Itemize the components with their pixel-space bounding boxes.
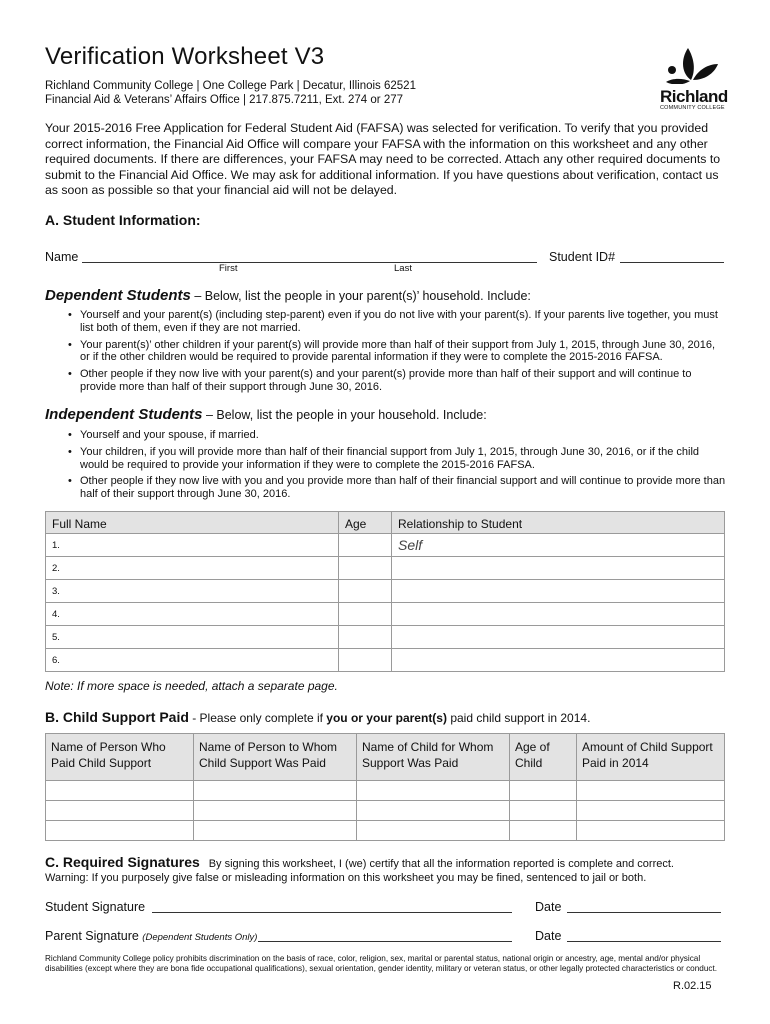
list-item: • Yourself and your parent(s) (including step-parent) even if you do not live with your parent(s). If your parents live together, you must list both of them, even if they are not married. [66,309,726,335]
col-age: Age [339,512,392,534]
independent-bullets [66,429,726,505]
age-cell[interactable] [339,603,392,626]
row-number[interactable]: 5. [46,626,339,649]
table-row [46,603,725,626]
first-name-caption: First [219,263,238,274]
note-text: Note: If more space is needed, attach a separate page. [45,679,338,693]
col-child: Name of Child for Whom Support Was Paid [357,734,510,781]
cell[interactable] [194,781,357,801]
last-name-caption: Last [394,263,412,274]
relationship-cell[interactable]: Self [392,534,725,557]
row-number[interactable]: 6. [46,649,339,672]
col-full-name: Full Name [46,512,339,534]
student-date-field[interactable] [567,912,721,913]
name-label: Name [45,250,79,264]
list-item: • Your children, if you will provide more than half of their financial support from July 1, 2015, through June 30, 2016, or if the child would be required to provide your information if they were to complete the 2015-2016 FAFSA. [66,446,726,472]
nondiscrimination-policy: Richland Community College policy prohibits discrimination on the basis of race, color, religion, sex, marital or parental status, national origin or ancestry, age, mental and/or physical disabilities (except where they are bona fide occupational qualifications), sexual orientation, gender identity, military or veteran status, or other legally protected characteristics or conduct. [45,954,718,974]
cell[interactable] [510,821,577,841]
table-row [46,580,725,603]
age-cell[interactable] [339,580,392,603]
logo-wordmark: Richland [660,87,728,106]
section-c-heading [45,854,674,872]
section-c-title: C. Required Signatures [45,854,200,870]
office-line: Financial Aid & Veterans’ Affairs Office | 217.875.7211, Ext. 274 or 277 [45,94,404,106]
relationship-cell[interactable] [392,557,725,580]
section-b-bold: you or your parent(s) [326,711,447,725]
list-item: • Other people if they now live with your parent(s) and your parent(s) provide more than half of their support and will continue to provide more than half of their support through June 30, 2016. [66,368,726,394]
name-field[interactable] [82,262,537,263]
cell[interactable] [46,801,194,821]
table-row [46,534,725,557]
dependent-heading [45,287,531,304]
list-item: • Other people if they now live with you and you provide more than half of their financial support and will continue to provide more than half of their support through June 30, 2016. [66,475,726,501]
cell[interactable] [46,781,194,801]
section-a-heading: A. Student Information: [45,212,201,228]
student-signature-label: Student Signature [45,900,146,914]
table-row [46,626,725,649]
age-cell[interactable] [339,557,392,580]
cell[interactable] [194,821,357,841]
parent-signature-field[interactable] [258,941,512,942]
leaf-icon [660,44,730,84]
table-row [46,821,725,841]
parent-signature-note: (Dependent Students Only) [142,932,258,943]
cell[interactable] [577,821,725,841]
row-number[interactable]: 4. [46,603,339,626]
parent-signature-label [45,929,257,943]
dependent-desc: – Below, list the people in your parent(s)’ household. Include: [190,289,531,303]
intro-paragraph: Your 2015-2016 Free Application for Federal Student Aid (FAFSA) was selected for verification. To verify that you provided correct information, the Financial Aid Office will compare your FAFSA with the information on this worksheet and any other required documents. If there are differences, your FAFSA may need to be corrected. Attach any other required documents to submit to the Financial Aid Office. We may ask for additional information. If you have questions about verification, contact us as soon as possible so that your financial aid will not be delayed. [45,121,721,198]
form-code: R.02.15 [673,980,712,992]
student-signature-field[interactable] [152,912,512,913]
dependent-title: Dependent Students [45,287,191,304]
cell[interactable] [577,781,725,801]
col-relationship: Relationship to Student [392,512,725,534]
address-line: Richland Community College | One College Park | Decatur, Illinois 62521 [45,80,416,92]
child-support-table [45,733,725,841]
row-number[interactable]: 2. [46,557,339,580]
cell[interactable] [46,821,194,841]
independent-heading [45,406,487,423]
independent-title: Independent Students [45,406,203,423]
cell[interactable] [357,801,510,821]
household-table [45,511,725,672]
col-payer: Name of Person Who Paid Child Support [46,734,194,781]
cell[interactable] [577,801,725,821]
col-payee: Name of Person to Whom Child Support Was Paid [194,734,357,781]
college-logo [660,44,730,111]
cell[interactable] [357,821,510,841]
parent-signature-text: Parent Signature [45,929,139,943]
table-row [46,801,725,821]
relationship-cell[interactable] [392,626,725,649]
relationship-cell[interactable] [392,580,725,603]
cell[interactable] [194,801,357,821]
table-row [46,781,725,801]
age-cell[interactable] [339,534,392,557]
age-cell[interactable] [339,626,392,649]
cell[interactable] [510,781,577,801]
table-row [46,557,725,580]
col-amount: Amount of Child Support Paid in 2014 [577,734,725,781]
section-b-title: B. Child Support Paid [45,709,189,725]
section-b-text: - Please only complete if [188,711,327,725]
certify-text: By signing this worksheet, I (we) certify that all the information reported is complete and correct. [208,858,674,870]
date-label: Date [535,929,562,943]
date-label: Date [535,900,562,914]
section-b-heading [45,709,590,727]
relationship-cell[interactable] [392,649,725,672]
col-child-age: Age of Child [510,734,577,781]
list-item: • Yourself and your spouse, if married. [66,429,726,442]
dependent-bullets [66,309,726,398]
relationship-cell[interactable] [392,603,725,626]
warning-text: Warning: If you purposely give false or misleading information on this worksheet you may be fined, sentenced to jail or both. [45,872,647,884]
cell[interactable] [357,781,510,801]
parent-date-field[interactable] [567,941,721,942]
cell[interactable] [510,801,577,821]
independent-desc: – Below, list the people in your household. Include: [202,408,487,422]
row-number[interactable]: 1. [46,534,339,557]
table-row [46,649,725,672]
student-id-field[interactable] [620,262,724,263]
row-number[interactable]: 3. [46,580,339,603]
logo-subtitle: COMMUNITY COLLEGE [660,105,725,111]
page-title: Verification Worksheet V3 [45,43,325,70]
section-b-text-end: paid child support in 2014. [446,711,591,725]
list-item: • Your parent(s)’ other children if your parent(s) will provide more than half of their support from July 1, 2015, through June 30, 2016, or if the other children would be required to provide parental information if they were to complete the 2015-2016 FAFSA. [66,339,726,365]
age-cell[interactable] [339,649,392,672]
student-id-label: Student ID# [549,250,616,264]
